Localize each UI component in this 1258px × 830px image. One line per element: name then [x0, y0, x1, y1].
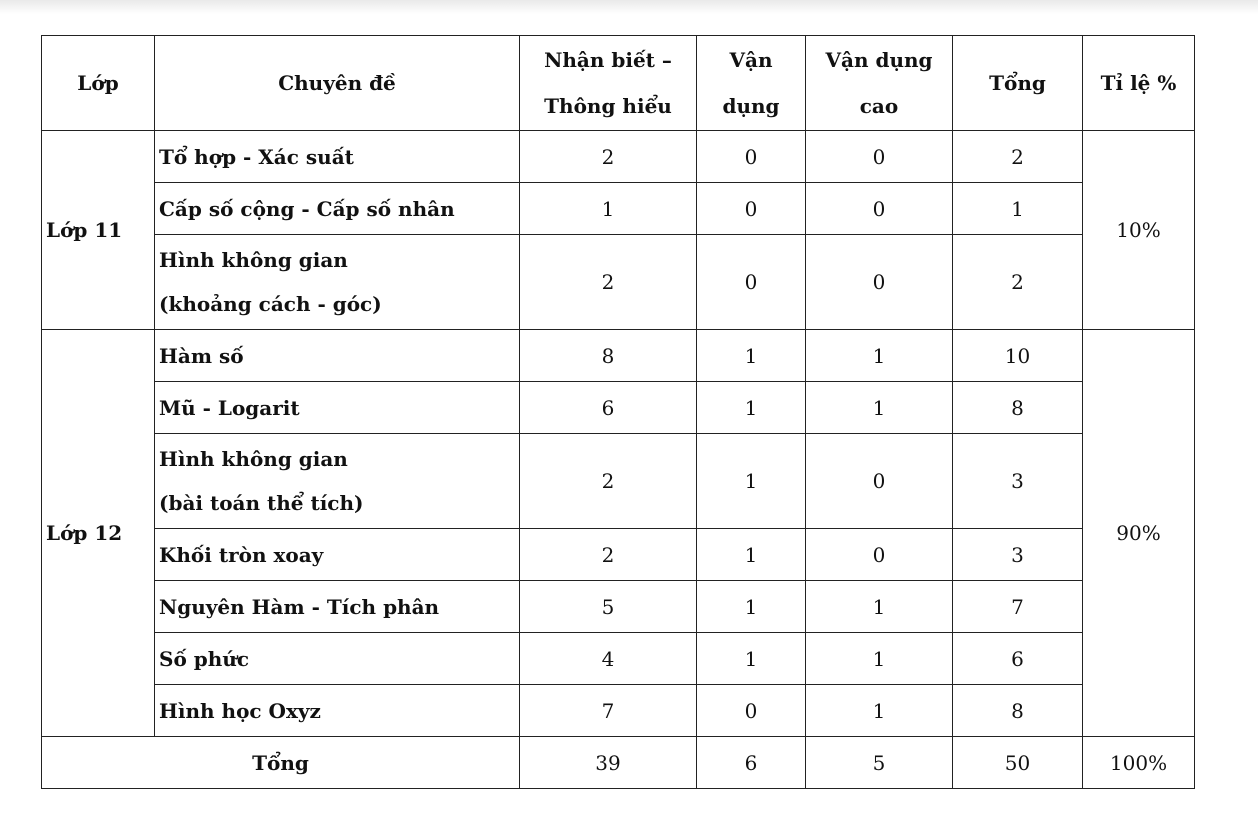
header-van-dung: [697, 36, 806, 131]
row-total-cell: 10: [953, 330, 1083, 382]
table-row: [42, 131, 1195, 183]
header-vdc-line2: cao: [859, 94, 899, 118]
recognition-count-cell: 8: [520, 330, 697, 382]
row-total-cell: 2: [953, 235, 1083, 330]
exam-matrix-table: [41, 35, 1195, 789]
table-row: [42, 183, 1195, 235]
advanced-application-count-cell: 1: [806, 685, 953, 737]
topic-cell: [155, 382, 520, 434]
header-nhan-biet-line2: Thông hiểu: [544, 94, 672, 118]
header-van-dung-line2: dụng: [722, 94, 780, 118]
topic-cell: [155, 183, 520, 235]
recognition-count-cell: 6: [520, 382, 697, 434]
advanced-application-count-cell: 1: [806, 581, 953, 633]
grand-total-cell: 50: [953, 737, 1083, 789]
topic-line: (bài toán thể tích): [159, 491, 364, 515]
row-total-cell: 8: [953, 685, 1083, 737]
advanced-application-count-cell: 0: [806, 183, 953, 235]
table-row: [42, 235, 1195, 330]
total-application-cell: 6: [697, 737, 806, 789]
total-advanced-application-cell: 5: [806, 737, 953, 789]
header-van-dung-line1: Vận: [729, 48, 773, 72]
header-chuyen-de: Chuyên đề: [155, 36, 520, 131]
table-row: [42, 382, 1195, 434]
total-percentage-cell: 100%: [1083, 737, 1195, 789]
advanced-application-count-cell: 1: [806, 330, 953, 382]
header-lop: Lớp: [42, 36, 155, 131]
topic-line: Khối tròn xoay: [159, 542, 324, 567]
recognition-count-cell: 7: [520, 685, 697, 737]
application-count-cell: 0: [697, 685, 806, 737]
recognition-count-cell: 2: [520, 235, 697, 330]
matrix-body: [42, 131, 1195, 789]
topic-line: Hình không gian: [159, 248, 348, 272]
topic-line: Tổ hợp - Xác suất: [159, 144, 354, 169]
topic-line: Nguyên Hàm - Tích phân: [159, 594, 440, 619]
topic-line: Hình không gian: [159, 447, 348, 471]
advanced-application-count-cell: 1: [806, 633, 953, 685]
header-nhan-biet: [520, 36, 697, 131]
header-tong: Tổng: [953, 36, 1083, 131]
row-total-cell: 7: [953, 581, 1083, 633]
header-nhan-biet-line1: Nhận biết –: [544, 48, 672, 72]
percentage-cell: 90%: [1083, 330, 1195, 737]
topic-cell: [155, 235, 520, 330]
recognition-count-cell: 1: [520, 183, 697, 235]
recognition-count-cell: 2: [520, 131, 697, 183]
total-recognition-cell: 39: [520, 737, 697, 789]
topic-line: Mũ - Logarit: [159, 395, 300, 420]
advanced-application-count-cell: 0: [806, 529, 953, 581]
topic-cell: [155, 434, 520, 529]
topic-cell: [155, 685, 520, 737]
table-row: [42, 633, 1195, 685]
application-count-cell: 0: [697, 235, 806, 330]
row-total-cell: 8: [953, 382, 1083, 434]
row-total-cell: 3: [953, 529, 1083, 581]
table-row: [42, 434, 1195, 529]
topic-cell: [155, 330, 520, 382]
topic-line: Cấp số cộng - Cấp số nhân: [159, 196, 455, 221]
advanced-application-count-cell: 0: [806, 235, 953, 330]
advanced-application-count-cell: 1: [806, 382, 953, 434]
recognition-count-cell: 2: [520, 529, 697, 581]
application-count-cell: 1: [697, 529, 806, 581]
advanced-application-count-cell: 0: [806, 131, 953, 183]
header-vdc-line1: Vận dụng: [825, 48, 933, 72]
application-count-cell: 1: [697, 330, 806, 382]
topic-cell: [155, 581, 520, 633]
topic-cell: [155, 131, 520, 183]
topic-line: Hình học Oxyz: [159, 698, 321, 723]
application-count-cell: 0: [697, 131, 806, 183]
application-count-cell: 1: [697, 581, 806, 633]
header-row: [42, 36, 1195, 131]
recognition-count-cell: 5: [520, 581, 697, 633]
table-row: [42, 685, 1195, 737]
grade-cell: Lớp 11: [42, 131, 155, 330]
topic-cell: [155, 633, 520, 685]
recognition-count-cell: 4: [520, 633, 697, 685]
application-count-cell: 1: [697, 382, 806, 434]
header-van-dung-cao: [806, 36, 953, 131]
total-label: Tổng: [42, 737, 520, 789]
application-count-cell: 1: [697, 633, 806, 685]
row-total-cell: 1: [953, 183, 1083, 235]
percentage-cell: 10%: [1083, 131, 1195, 330]
advanced-application-count-cell: 0: [806, 434, 953, 529]
row-total-cell: 3: [953, 434, 1083, 529]
application-count-cell: 1: [697, 434, 806, 529]
header-ti-le: Tỉ lệ %: [1083, 36, 1195, 131]
application-count-cell: 0: [697, 183, 806, 235]
total-row: [42, 737, 1195, 789]
grade-cell: Lớp 12: [42, 330, 155, 737]
table-row: [42, 581, 1195, 633]
topic-line: Hàm số: [159, 343, 244, 368]
table-row: [42, 529, 1195, 581]
top-shadow-bar: [0, 0, 1258, 14]
row-total-cell: 6: [953, 633, 1083, 685]
topic-line: Số phức: [159, 646, 249, 671]
row-total-cell: 2: [953, 131, 1083, 183]
topic-line: (khoảng cách - góc): [159, 292, 382, 316]
recognition-count-cell: 2: [520, 434, 697, 529]
table-row: [42, 330, 1195, 382]
topic-cell: [155, 529, 520, 581]
